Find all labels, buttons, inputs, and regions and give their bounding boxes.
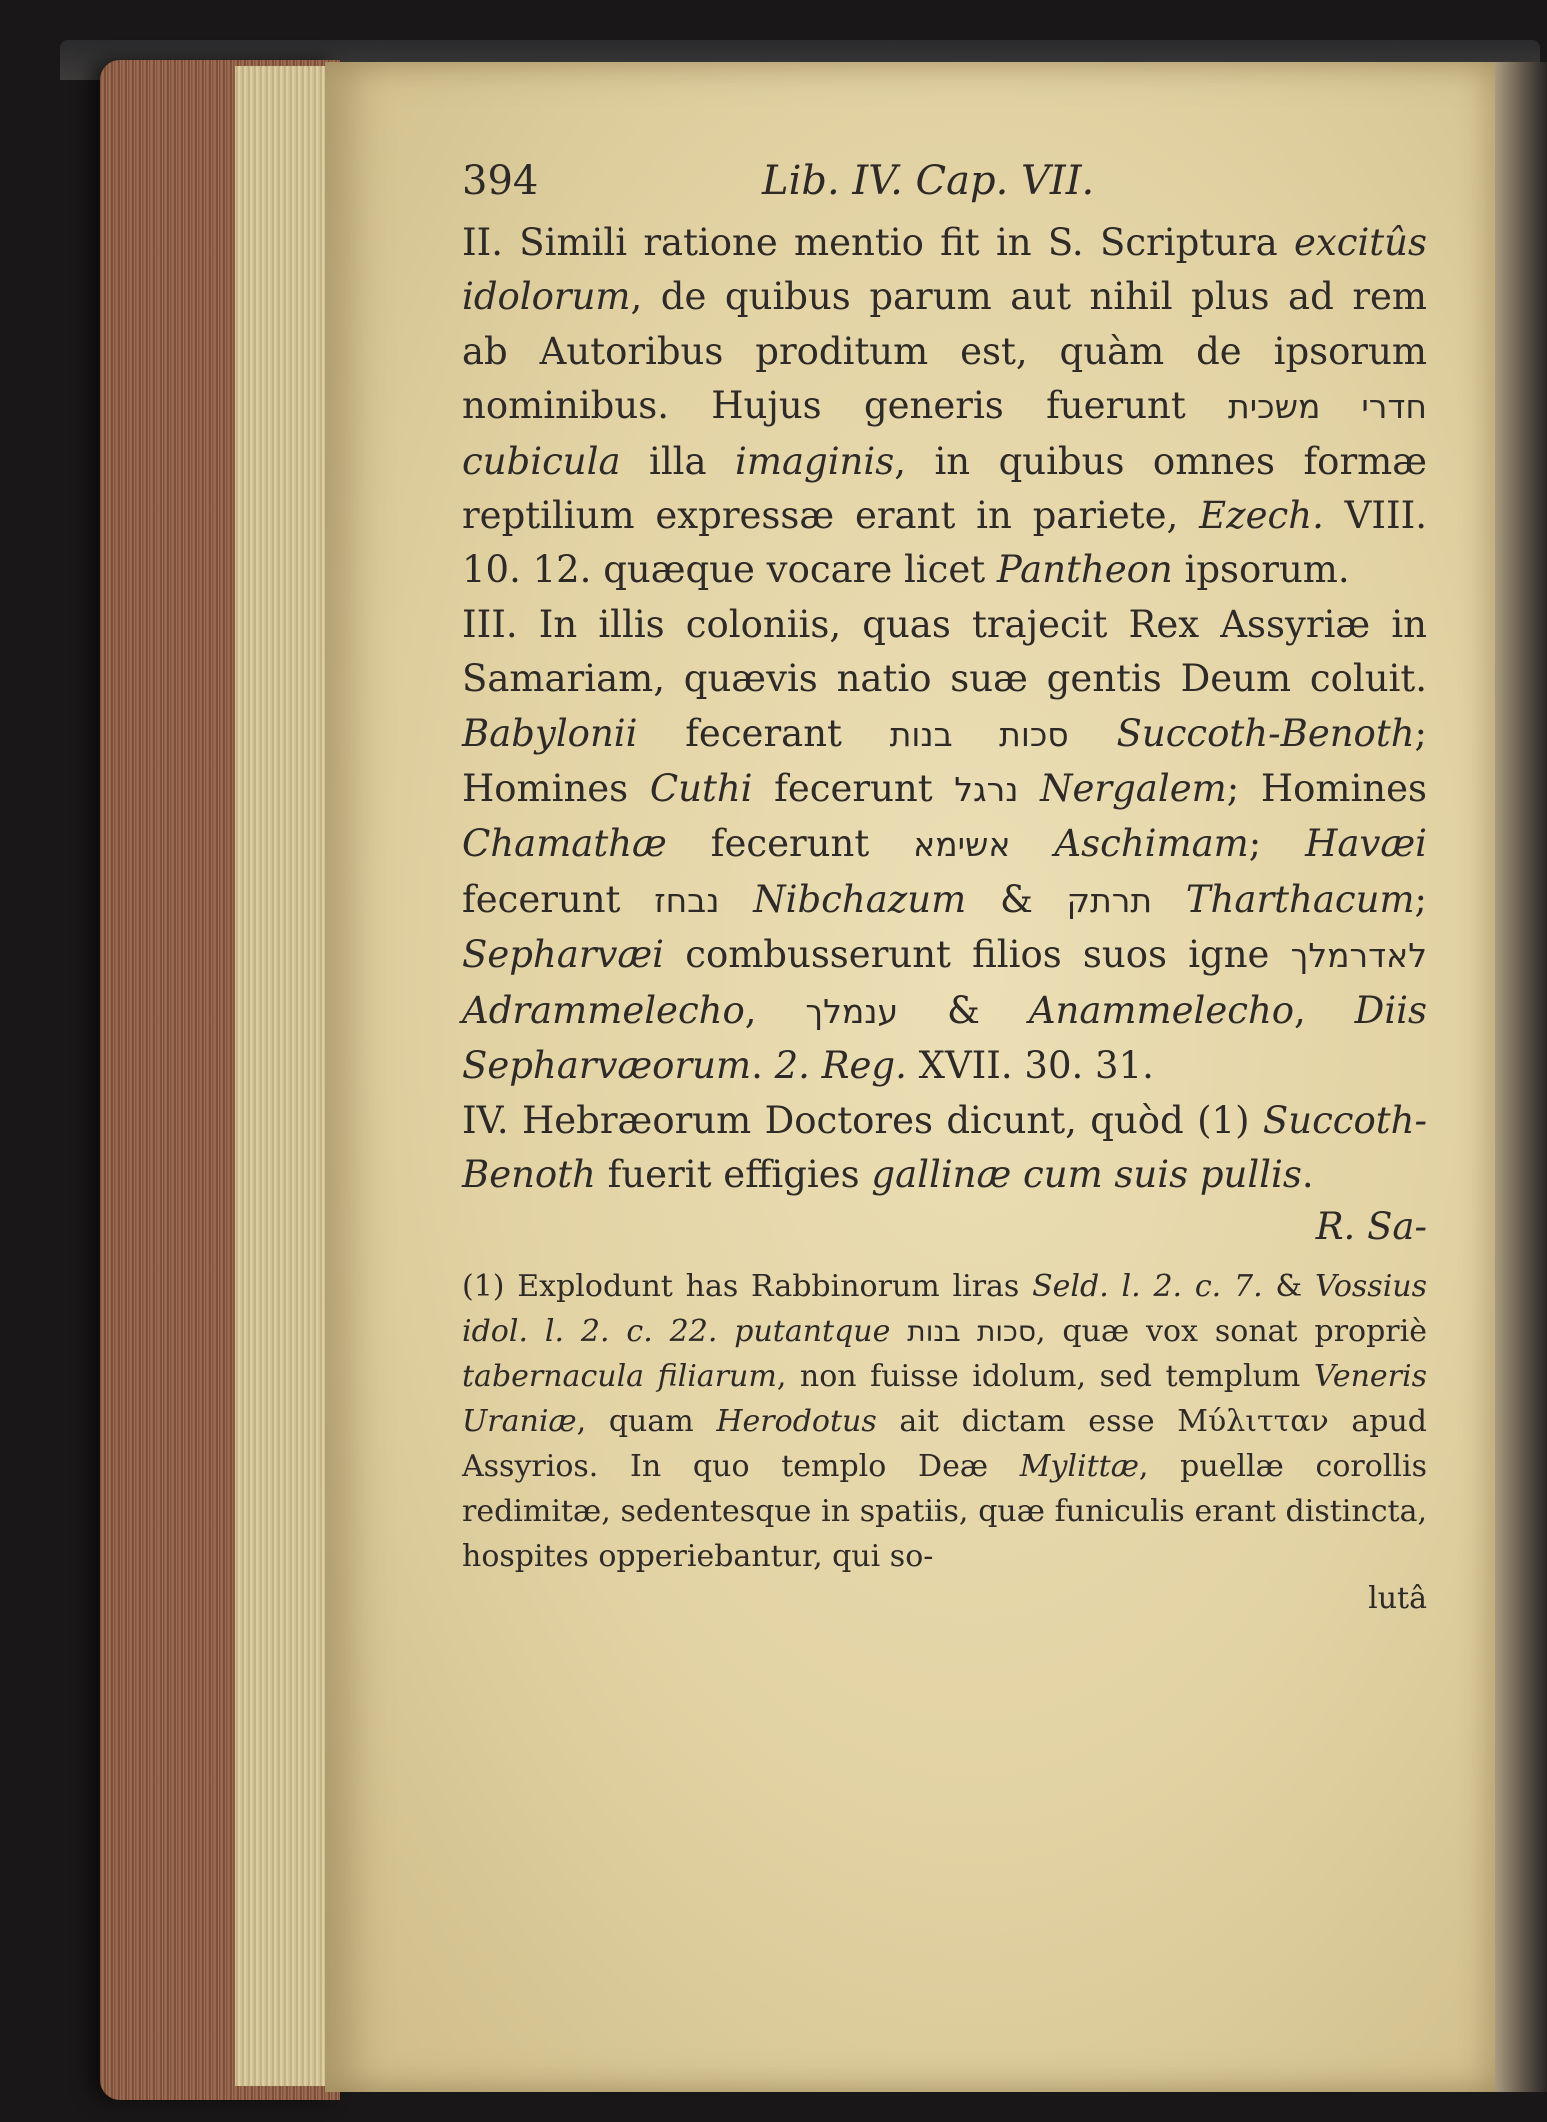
text: III. In illis coloniis, quas trajecit Rex Assyriæ in Samariam, quævis natio suæ gentis Deum coluit. xyxy=(462,602,1427,701)
gutter-shadow xyxy=(1495,62,1547,2092)
running-title: Lib. IV. Cap. VII. xyxy=(762,158,1095,204)
italic-text: tabernacula filiarum xyxy=(462,1359,777,1395)
text: VIII. 10. 12. quæque vocare licet xyxy=(462,494,1427,592)
text: ; xyxy=(1248,822,1306,866)
text: ait dictam esse xyxy=(876,1404,1178,1440)
text: combusserunt filios suos igne xyxy=(664,933,1291,977)
italic-text: Nergalem xyxy=(1040,767,1227,811)
italic-text: Pantheon xyxy=(996,548,1173,592)
italic-text: Seld. l. 2. c. 7. xyxy=(1032,1269,1263,1305)
catchword: R. Sa- xyxy=(1315,1205,1427,1249)
text: . xyxy=(751,1044,775,1088)
text: II. Simili ratione mentio fit in S. Scriptura xyxy=(462,221,1294,264)
italic-text: Veneris Uraniæ xyxy=(462,1359,1427,1440)
italic-text: Tharthacum xyxy=(1185,877,1415,921)
page-content xyxy=(462,158,1427,1619)
italic-text: Aschimam xyxy=(1054,822,1249,866)
text: fuerit effigies xyxy=(595,1152,872,1196)
text: ; Homines xyxy=(462,711,1427,811)
italic-text: gallinæ cum suis pullis xyxy=(871,1152,1302,1196)
hebrew-text: סכות בנות xyxy=(889,714,1069,754)
text: apud Assyrios. In quo templo Deæ xyxy=(462,1404,1428,1485)
italic-text: Babylonii xyxy=(462,711,638,755)
italic-text: excitûs idolorum xyxy=(462,221,1427,319)
greek-text: Μύλιτταν xyxy=(1177,1404,1329,1440)
italic-text: Chamathæ xyxy=(462,822,667,866)
hebrew-text: נרגל xyxy=(954,770,1019,810)
text: & xyxy=(1262,1269,1315,1305)
text: , xyxy=(1294,988,1355,1032)
hebrew-text: תרתק xyxy=(1066,880,1153,920)
hebrew-text: סכות בנות xyxy=(907,1315,1036,1349)
italic-text: Havæi xyxy=(1305,822,1427,866)
italic-text: Diis Sepharvæorum xyxy=(462,988,1427,1088)
italic-text: Anammelecho xyxy=(1028,988,1295,1032)
text: fecerunt xyxy=(666,822,914,866)
text: , quæ vox sonat propriè xyxy=(1036,1314,1427,1350)
text: fecerunt xyxy=(752,767,955,811)
text: , puellæ corollis redimitæ, sedentesque in spatiis, quæ funiculis erant distincta, hospites opperiebantur, qui so- xyxy=(462,1449,1427,1575)
text: fecerant xyxy=(637,711,890,755)
hebrew-text: נבחז xyxy=(654,880,720,920)
italic-text: Mylittæ xyxy=(1019,1449,1139,1485)
text: & xyxy=(966,877,1067,921)
text: , in quibus omnes formæ reptilium expressæ erant in pariete, xyxy=(462,439,1427,538)
italic-text: Sepharvæi xyxy=(462,933,665,977)
paragraph-ii xyxy=(462,216,1427,598)
paragraph-iii xyxy=(462,598,1427,1094)
italic-text: Herodotus xyxy=(716,1404,877,1440)
hebrew-text: אשימא xyxy=(913,825,1011,865)
text: , quam xyxy=(576,1404,717,1440)
italic-text: Nibchazum xyxy=(753,877,967,921)
italic-text: Vossius idol. l. 2. c. 22. putantque xyxy=(462,1269,1428,1350)
text: ; Homines xyxy=(1226,767,1427,811)
hebrew-text: ענמלך xyxy=(805,991,899,1031)
text: , xyxy=(744,988,806,1032)
page-number: 394 xyxy=(462,158,539,204)
footnote xyxy=(462,1264,1427,1579)
text: , de quibus parum aut nihil plus ad rem ab Autoribus proditum est, quàm de ipsorum nominibus. Hujus generis fuerunt xyxy=(462,275,1427,428)
page-header xyxy=(462,158,1427,214)
hebrew-text: חדרי משכית xyxy=(1228,387,1427,427)
text: ipsorum. xyxy=(1172,548,1350,592)
text: IV. Hebræorum Doctores dicunt, quòd (1) xyxy=(462,1098,1263,1142)
italic-text: Ezech. xyxy=(1199,494,1324,538)
italic-text: Cuthi xyxy=(649,767,753,811)
text xyxy=(890,1314,907,1349)
italic-text: Succoth-Benoth xyxy=(1116,711,1415,755)
text: ; xyxy=(1414,877,1427,921)
hebrew-text: לאדרמלך xyxy=(1290,936,1427,976)
stacked-page-edges xyxy=(235,66,335,2086)
text: & xyxy=(898,988,1029,1032)
paragraph-iv xyxy=(462,1094,1427,1203)
italic-text: Adrammelecho xyxy=(462,988,745,1032)
text: illa xyxy=(620,439,736,483)
text: . xyxy=(1301,1152,1314,1196)
text: (1) Explodunt has Rabbinorum liras xyxy=(462,1269,1033,1305)
italic-text: 2. Reg. xyxy=(774,1044,907,1088)
footnote-catchword: lutâ xyxy=(1368,1581,1427,1617)
text: fecerunt xyxy=(462,877,655,921)
text: , non fuisse idolum, sed templum xyxy=(776,1359,1314,1395)
text: XVII. 30. 31. xyxy=(906,1044,1154,1088)
italic-text: Succoth-Benoth xyxy=(462,1098,1427,1196)
italic-text: cubicula xyxy=(462,439,621,483)
italic-text: imaginis xyxy=(735,439,895,483)
